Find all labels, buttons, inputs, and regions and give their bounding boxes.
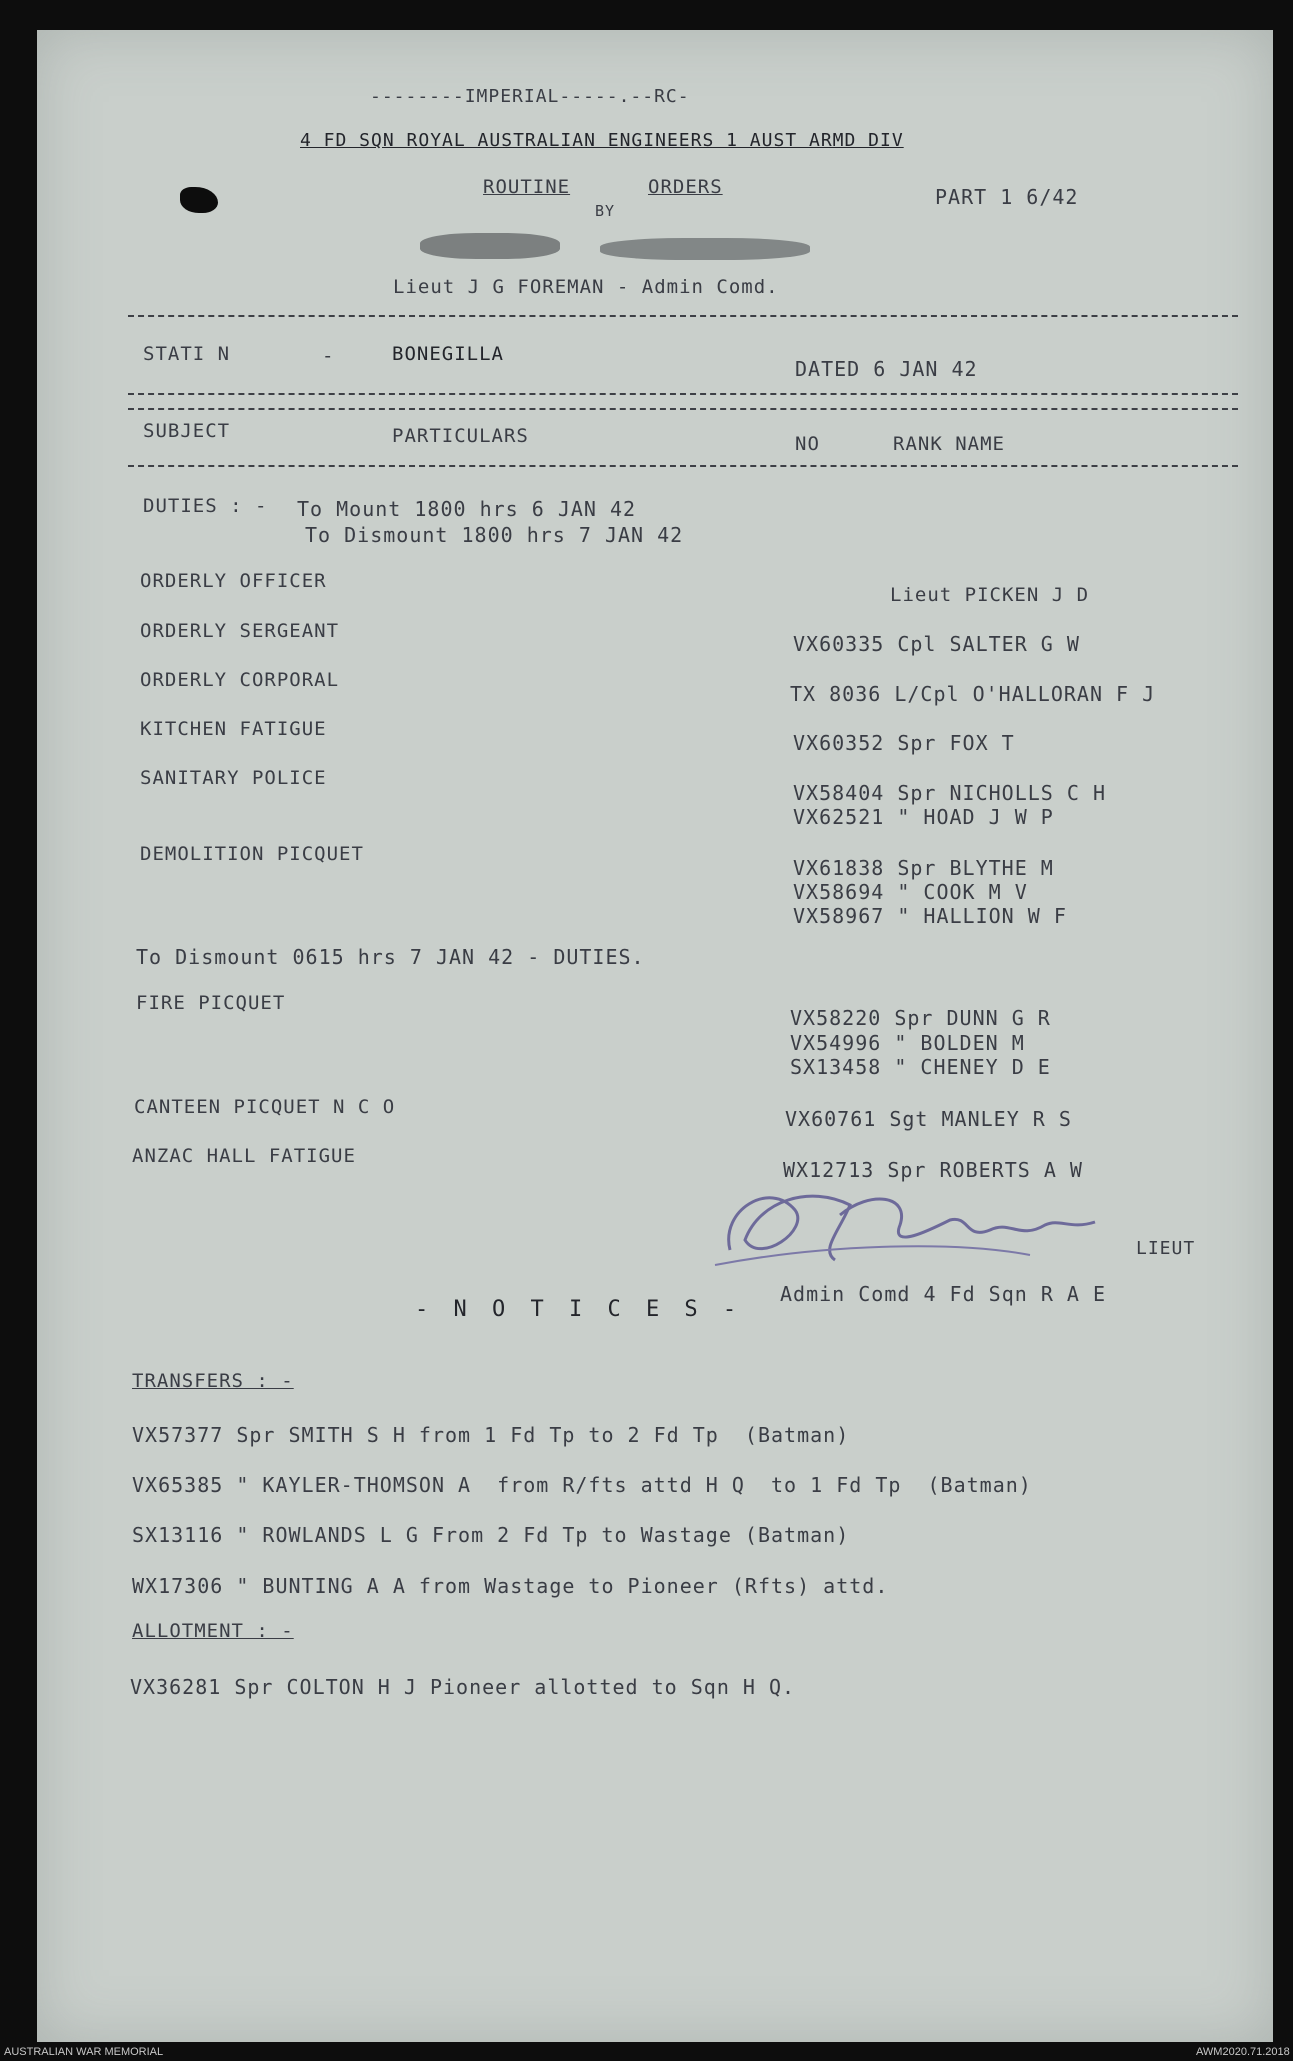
part-number: PART 1 6/42 xyxy=(935,185,1079,209)
signature-title: Admin Comd 4 Fd Sqn R A E xyxy=(780,1282,1107,1306)
footer-reference: AWM2020.71.2018 xyxy=(1196,2046,1290,2058)
duty-name: VX60335 Cpl SALTER G W xyxy=(793,632,1080,656)
duty-subject: ORDERLY OFFICER xyxy=(140,570,327,592)
date-line: DATED 6 JAN 42 xyxy=(795,357,978,381)
duty-name: VX58967 " HALLION W F xyxy=(793,904,1067,928)
dismount-time: To Dismount 1800 hrs 7 JAN 42 xyxy=(305,523,684,547)
duty-subject: ANZAC HALL FATIGUE xyxy=(132,1145,356,1167)
duty-name: WX12713 Spr ROBERTS A W xyxy=(783,1158,1083,1182)
ink-smudge xyxy=(420,233,560,259)
orders-label: ORDERS xyxy=(648,176,723,198)
duties-label: DUTIES : - xyxy=(143,495,268,517)
duty-name: VX54996 " BOLDEN M xyxy=(790,1031,1025,1055)
divider xyxy=(128,408,1238,410)
transfer-line: WX17306 " BUNTING A A from Wastage to Pioneer (Rfts) attd. xyxy=(132,1574,889,1598)
rank-name-header: RANK NAME xyxy=(893,433,1005,455)
duty-subject: CANTEEN PICQUET N C O xyxy=(134,1096,396,1118)
ink-smudge xyxy=(600,238,810,260)
by-label: BY xyxy=(595,202,616,220)
duty-subject: DEMOLITION PICQUET xyxy=(140,843,364,865)
divider xyxy=(128,393,1238,395)
duty-subject: SANITARY POLICE xyxy=(140,767,327,789)
duty-name: VX58694 " COOK M V xyxy=(793,880,1028,904)
duty-name: VX61838 Spr BLYTHE M xyxy=(793,856,1054,880)
station-label: STATI N xyxy=(143,343,231,365)
station-dash: - xyxy=(322,345,335,367)
handwritten-signature xyxy=(700,1170,1120,1280)
transfers-label: TRANSFERS : - xyxy=(132,1370,294,1392)
duty-subject: ORDERLY SERGEANT xyxy=(140,620,340,642)
no-header: NO xyxy=(795,433,820,455)
duty-name: VX60352 Spr FOX T xyxy=(793,731,1015,755)
dismount-0615-line: To Dismount 0615 hrs 7 JAN 42 - DUTIES. xyxy=(136,945,645,969)
duty-name: VX60761 Sgt MANLEY R S xyxy=(785,1107,1072,1131)
station-value: BONEGILLA xyxy=(392,343,504,365)
commander-line: Lieut J G FOREMAN - Admin Comd. xyxy=(393,276,779,298)
notices-heading: - N O T I C E S - xyxy=(415,1297,743,1322)
duty-subject: FIRE PICQUET xyxy=(136,992,286,1014)
allotment-line: VX36281 Spr COLTON H J Pioneer allotted to Sqn H Q. xyxy=(130,1675,796,1699)
transfer-line: SX13116 " ROWLANDS L G From 2 Fd Tp to Wastage (Batman) xyxy=(132,1523,850,1547)
duty-name: VX58220 Spr DUNN G R xyxy=(790,1006,1051,1030)
duty-name: VX58404 Spr NICHOLLS C H xyxy=(793,781,1106,805)
allotment-label: ALLOTMENT : - xyxy=(132,1620,294,1642)
classification-stamp: --------IMPERIAL-----.--RC- xyxy=(370,86,690,107)
document-page xyxy=(37,30,1273,2042)
signature-rank: LIEUT xyxy=(1136,1238,1196,1259)
divider xyxy=(128,465,1238,467)
duty-name: VX62521 " HOAD J W P xyxy=(793,805,1054,829)
routine-label: ROUTINE xyxy=(483,176,571,198)
unit-title: 4 FD SQN ROYAL AUSTRALIAN ENGINEERS 1 AUST ARMD DIV xyxy=(300,130,904,151)
particulars-header: PARTICULARS xyxy=(392,425,529,447)
footer-credit: AUSTRALIAN WAR MEMORIAL xyxy=(4,2046,164,2058)
mount-time: To Mount 1800 hrs 6 JAN 42 xyxy=(297,497,637,521)
duty-name: SX13458 " CHENEY D E xyxy=(790,1055,1051,1079)
duty-name: Lieut PICKEN J D xyxy=(890,584,1090,606)
transfer-line: VX65385 " KAYLER-THOMSON A from R/fts attd H Q to 1 Fd Tp (Batman) xyxy=(132,1473,1032,1497)
divider xyxy=(128,315,1238,317)
subject-header: SUBJECT xyxy=(143,420,231,442)
duty-subject: KITCHEN FATIGUE xyxy=(140,718,327,740)
transfer-line: VX57377 Spr SMITH S H from 1 Fd Tp to 2 Fd Tp (Batman) xyxy=(132,1423,850,1447)
duty-subject: ORDERLY CORPORAL xyxy=(140,669,340,691)
duty-name: TX 8036 L/Cpl O'HALLORAN F J xyxy=(790,682,1156,706)
